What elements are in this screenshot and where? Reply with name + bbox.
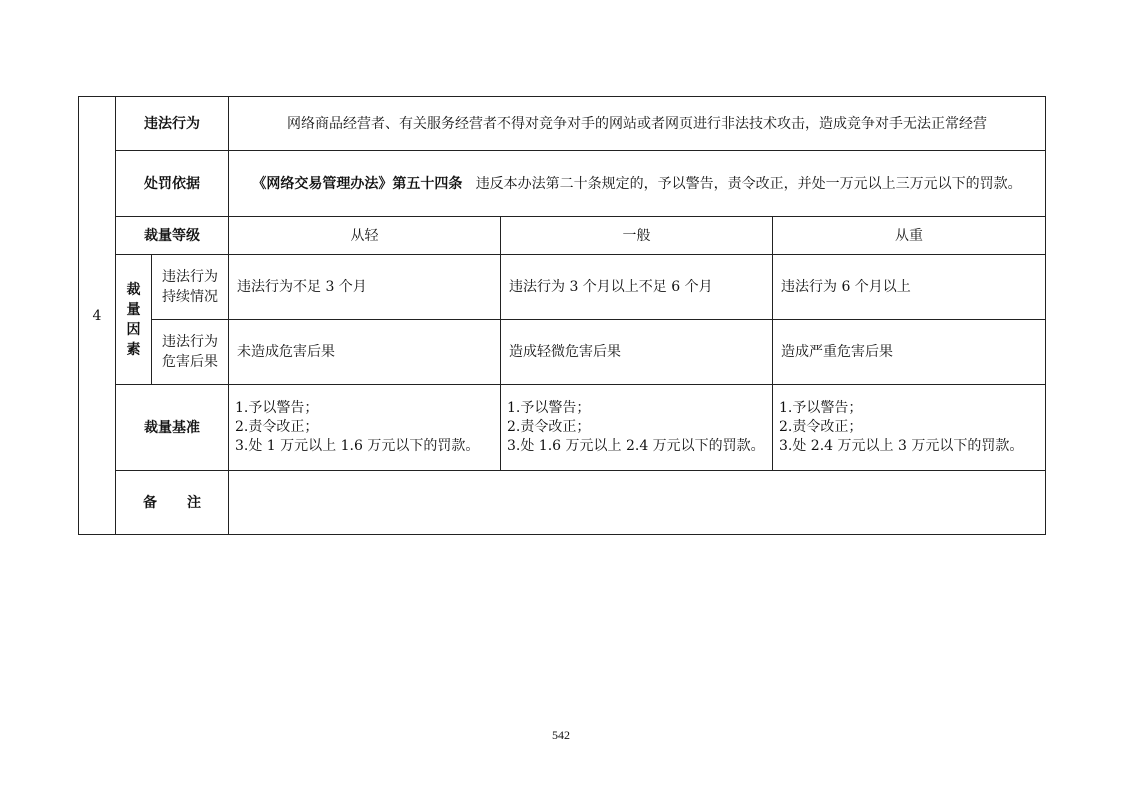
harm-label bbox=[152, 320, 229, 385]
standard-light bbox=[229, 385, 501, 471]
factors-label-char: 裁 bbox=[126, 281, 141, 298]
page-number: 542 bbox=[552, 728, 570, 742]
standard-normal bbox=[501, 385, 773, 471]
level-heavy: 从重 bbox=[773, 217, 1046, 255]
violation-label: 违法行为 bbox=[116, 97, 229, 151]
standard-heavy bbox=[773, 385, 1046, 471]
harm-light: 未造成危害后果 bbox=[229, 320, 501, 385]
standard-line: 3.处 2.4 万元以上 3 万元以下的罚款。 bbox=[779, 438, 1024, 454]
standard-line: 1.予以警告； bbox=[779, 400, 863, 416]
duration-label-line: 违法行为 bbox=[162, 269, 218, 285]
remarks-label-char: 注 bbox=[187, 494, 201, 511]
remarks-label-char: 备 bbox=[143, 494, 157, 511]
violation-row bbox=[79, 97, 1046, 151]
factors-label-char: 量 bbox=[126, 301, 141, 318]
standard-line: 3.处 1 万元以上 1.6 万元以下的罚款。 bbox=[235, 438, 480, 454]
row-number: 4 bbox=[79, 97, 116, 535]
factors-label-char: 因 bbox=[126, 321, 141, 338]
levels-label: 裁量等级 bbox=[116, 217, 229, 255]
violation-text: 网络商品经营者、有关服务经营者不得对竞争对手的网站或者网页进行非法技术攻击，造成竞争对手无法正常经营 bbox=[229, 97, 1046, 151]
standard-line: 1.予以警告； bbox=[235, 400, 319, 416]
level-light: 从轻 bbox=[229, 217, 501, 255]
duration-label bbox=[152, 255, 229, 320]
harm-heavy: 造成严重危害后果 bbox=[773, 320, 1046, 385]
levels-row bbox=[79, 217, 1046, 255]
factors-label-char: 素 bbox=[126, 341, 141, 358]
duration-heavy: 违法行为 6 个月以上 bbox=[773, 255, 1046, 320]
remarks-text bbox=[229, 471, 1046, 535]
standard-line: 2.责令改正； bbox=[235, 419, 319, 435]
penalty-discretion-table bbox=[78, 96, 1046, 535]
harm-label-line: 危害后果 bbox=[162, 354, 218, 370]
standard-row bbox=[79, 385, 1046, 471]
duration-row bbox=[79, 255, 1046, 320]
harm-label-line: 违法行为 bbox=[162, 334, 218, 350]
factors-label bbox=[116, 255, 152, 385]
harm-normal: 造成轻微危害后果 bbox=[501, 320, 773, 385]
standard-line: 2.责令改正； bbox=[779, 419, 863, 435]
duration-light: 违法行为不足 3 个月 bbox=[229, 255, 501, 320]
remarks-label bbox=[116, 471, 229, 535]
standard-line: 3.处 1.6 万元以上 2.4 万元以下的罚款。 bbox=[507, 438, 765, 454]
standard-line: 1.予以警告； bbox=[507, 400, 591, 416]
basis-row bbox=[79, 151, 1046, 217]
standard-label: 裁量基准 bbox=[116, 385, 229, 471]
harm-row bbox=[79, 320, 1046, 385]
basis-cell bbox=[229, 151, 1046, 217]
remarks-row bbox=[79, 471, 1046, 535]
basis-text: 违反本办法第二十条规定的，予以警告，责令改正，并处一万元以上三万元以下的罚款。 bbox=[475, 175, 1022, 192]
standard-line: 2.责令改正； bbox=[507, 419, 591, 435]
basis-label: 处罚依据 bbox=[116, 151, 229, 217]
duration-normal: 违法行为 3 个月以上不足 6 个月 bbox=[501, 255, 773, 320]
level-normal: 一般 bbox=[501, 217, 773, 255]
duration-label-line: 持续情况 bbox=[162, 289, 218, 305]
basis-law-title: 《网络交易管理办法》第五十四条 bbox=[252, 175, 463, 192]
